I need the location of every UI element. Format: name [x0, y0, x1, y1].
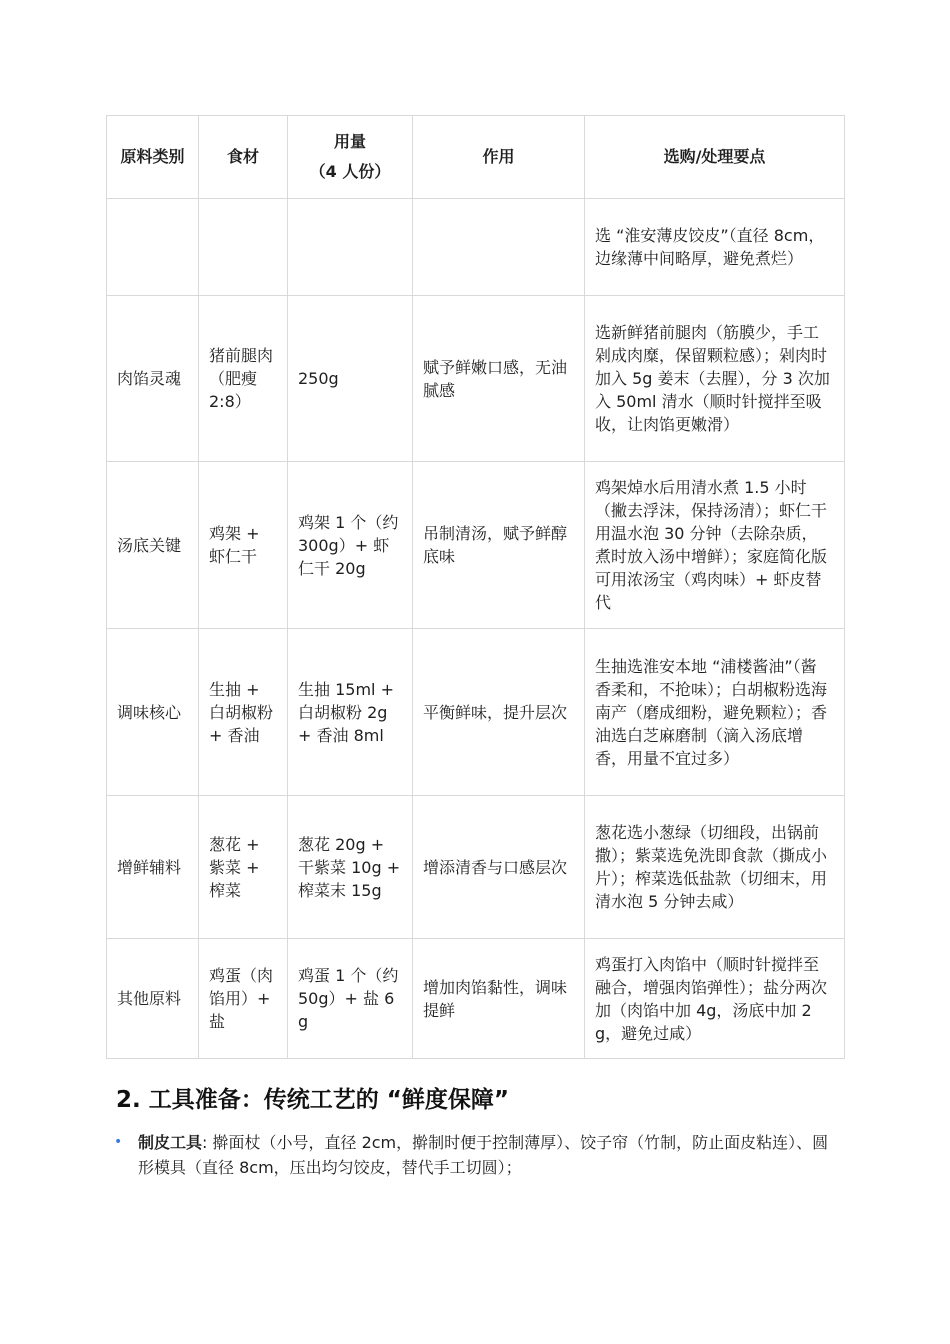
table-header-row — [107, 116, 845, 199]
cell-purpose: 平衡鲜味，提升层次 — [413, 629, 585, 796]
cell-purpose: 赋予鲜嫩口感，无油腻感 — [413, 296, 585, 462]
header-ingredient: 食材 — [199, 116, 288, 199]
cell-category: 肉馅灵魂 — [107, 296, 199, 462]
cell-amount: 生抽 15ml + 白胡椒粉 2g + 香油 8ml — [288, 629, 413, 796]
cell-tips: 选 “淮安薄皮饺皮”（直径 8cm，边缘薄中间略厚，避免煮烂） — [585, 199, 845, 296]
cell-category: 增鲜辅料 — [107, 796, 199, 939]
bullet-icon: • — [114, 1134, 123, 1150]
cell-tips: 葱花选小葱绿（切细段，出锅前撒）；紫菜选免洗即食款（撕成小片）；榨菜选低盐款（切细末，用清水泡 5 分钟去咸） — [585, 796, 845, 939]
cell-tips: 生抽选淮安本地 “浦楼酱油”（酱香柔和，不抢味）；白胡椒粉选海南产（磨成细粉，避免颗粒）；香油选白芝麻磨制（滴入汤底增香，用量不宜过多） — [585, 629, 845, 796]
cell-purpose: 增加肉馅黏性，调味提鲜 — [413, 939, 585, 1059]
table-row — [107, 462, 845, 629]
table-row — [107, 629, 845, 796]
header-amount — [288, 116, 413, 199]
cell-ingredient: 鸡蛋（肉馅用）+ 盐 — [199, 939, 288, 1059]
cell-ingredient: 鸡架 + 虾仁干 — [199, 462, 288, 629]
tools-list — [114, 1130, 836, 1180]
header-amount-line1: 用量 — [333, 132, 366, 151]
cell-purpose — [413, 199, 585, 296]
header-category: 原料类别 — [107, 116, 199, 199]
cell-amount: 250g — [288, 296, 413, 462]
cell-amount: 鸡架 1 个（约 300g）+ 虾仁干 20g — [288, 462, 413, 629]
ingredients-table — [106, 115, 845, 1059]
cell-ingredient: 生抽 + 白胡椒粉 + 香油 — [199, 629, 288, 796]
header-purpose: 作用 — [413, 116, 585, 199]
cell-purpose: 吊制清汤，赋予鲜醇底味 — [413, 462, 585, 629]
table-row — [107, 939, 845, 1059]
table-row — [107, 199, 845, 296]
cell-purpose: 增添清香与口感层次 — [413, 796, 585, 939]
cell-amount — [288, 199, 413, 296]
cell-ingredient: 葱花 + 紫菜 + 榨菜 — [199, 796, 288, 939]
list-item — [114, 1130, 836, 1180]
list-item-term: 制皮工具 — [138, 1133, 203, 1152]
cell-tips: 选新鲜猪前腿肉（筋膜少，手工剁成肉糜，保留颗粒感）；剁肉时加入 5g 姜末（去腥），分 3 次加入 50ml 清水（顺时针搅拌至吸收，让肉馅更嫩滑） — [585, 296, 845, 462]
cell-tips: 鸡架焯水后用清水煮 1.5 小时（撇去浮沫，保持汤清）；虾仁干用温水泡 30 分钟（去除杂质，煮时放入汤中增鲜）；家庭简化版可用浓汤宝（鸡肉味）+ 虾皮替代 — [585, 462, 845, 629]
cell-category: 其他原料 — [107, 939, 199, 1059]
header-amount-line2: （4 人份） — [309, 162, 391, 181]
table-row — [107, 296, 845, 462]
header-tips: 选购/处理要点 — [585, 116, 845, 199]
cell-tips: 鸡蛋打入肉馅中（顺时针搅拌至融合，增强肉馅弹性）；盐分两次加（肉馅中加 4g，汤底中加 2g，避免过咸） — [585, 939, 845, 1059]
cell-category — [107, 199, 199, 296]
cell-amount: 葱花 20g + 干紫菜 10g + 榨菜末 15g — [288, 796, 413, 939]
cell-category: 汤底关键 — [107, 462, 199, 629]
section-heading: 2. 工具准备：传统工艺的 “鲜度保障” — [116, 1087, 509, 1113]
table-row — [107, 796, 845, 939]
cell-ingredient: 猪前腿肉（肥瘦 2:8） — [199, 296, 288, 462]
cell-ingredient — [199, 199, 288, 296]
cell-amount: 鸡蛋 1 个（约 50g）+ 盐 6g — [288, 939, 413, 1059]
list-item-text: : 擀面杖（小号，直径 2cm，擀制时便于控制薄厚）、饺子帘（竹制，防止面皮粘连）、圆形模具（直径 8cm，压出均匀饺皮，替代手工切圆）； — [138, 1133, 829, 1177]
cell-category: 调味核心 — [107, 629, 199, 796]
